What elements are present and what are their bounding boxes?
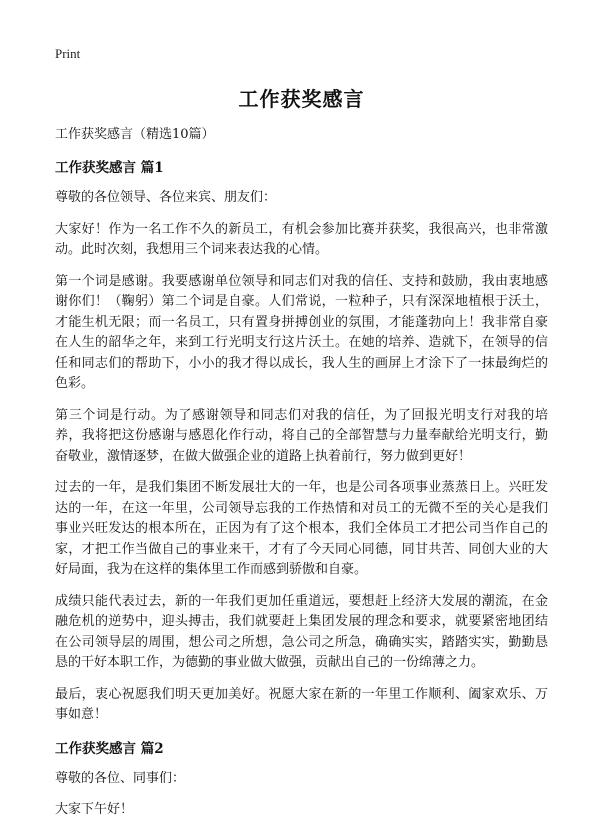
body-paragraph: 第一个词是感谢。我要感谢单位领导和同志们对我的信任、支持和鼓励，我由衷地感谢你们！（鞠躬）第二个词是自豪。人们常说，一粒种子，只有深深地植根于沃土，才能生机无限；而一名员工，只有置身拼搏创业的氛围，才能蓬勃向上！我非常自豪在人生的韶华之年，来到工行光明支行这片沃土。在她的培养、造就下，在领导的信任和同志们的帮助下，小小的我才得以成长，我人生的画屏上才涂下了一抹最绚烂的色彩。 xyxy=(55,273,548,391)
body-paragraph: 大家好！作为一名工作不久的新员工，有机会参加比赛并获奖，我很高兴，也非常激动。此时次刻，我想用三个词来表达我的心情。 xyxy=(55,221,548,257)
body-paragraph: 成绩只能代表过去，新的一年我们更加任重道远，要想赶上经济大发展的潮流，在金融危机的逆势中，迎头搏击，我们就要赶上集团发展的理念和要求，就要紧密地团结在公司领导层的周围，想公司之所想，急公司之所急，确确实实，踏踏实实，勤勤恳恳的干好本职工作，为德勤的事业做大做强，贡献出自己的一份绵薄之力。 xyxy=(55,593,548,670)
greeting-paragraph: 尊敬的各位、同事们： xyxy=(55,770,186,786)
greeting-paragraph: 尊敬的各位领导、各位来宾、朋友们： xyxy=(55,190,277,205)
body-paragraph: 第三个词是行动。为了感谢领导和同志们对我的信任，为了回报光明支行对我的培养，我将把这份感谢与感恩化作行动，将自己的全部智慧与力量奉献给光明支行，勤奋敬业，激情逐梦，在做大做强企业的道路上执着前行，努力做到更好！ xyxy=(55,407,548,464)
closing-paragraph: 最后，衷心祝愿我们明天更加美好。祝愿大家在新的一年里工作顺利、阖家欢乐、万事如意！ xyxy=(55,686,548,722)
body-paragraph: 过去的一年，是我们集团不断发展壮大的一年，也是公司各项事业蒸蒸日上。兴旺发达的一年，在这一年里，公司领导忘我的工作热情和对员工的无微不至的关心是我们事业兴旺发达的根本所在，正因为有了这个根本，我们全体员工才把公司当作自己的家，才把工作当做自己的事业来干，才有了今天同心同德，同甘共苦、同创大业的大好局面，我为在这样的集体里工作而感到骄傲和自豪。 xyxy=(55,480,548,577)
body-paragraph: 大家下午好！ xyxy=(55,802,134,817)
page-title: 工作获奖感言 xyxy=(238,87,365,111)
section-heading: 工作获奖感言 篇2 xyxy=(55,740,164,757)
print-link[interactable]: Print xyxy=(55,46,81,61)
section-heading: 工作获奖感言 篇1 xyxy=(55,160,164,176)
section-1 xyxy=(55,158,548,726)
document-subtitle: 工作获奖感言（精选10篇） xyxy=(55,127,215,142)
section-2 xyxy=(55,739,548,821)
